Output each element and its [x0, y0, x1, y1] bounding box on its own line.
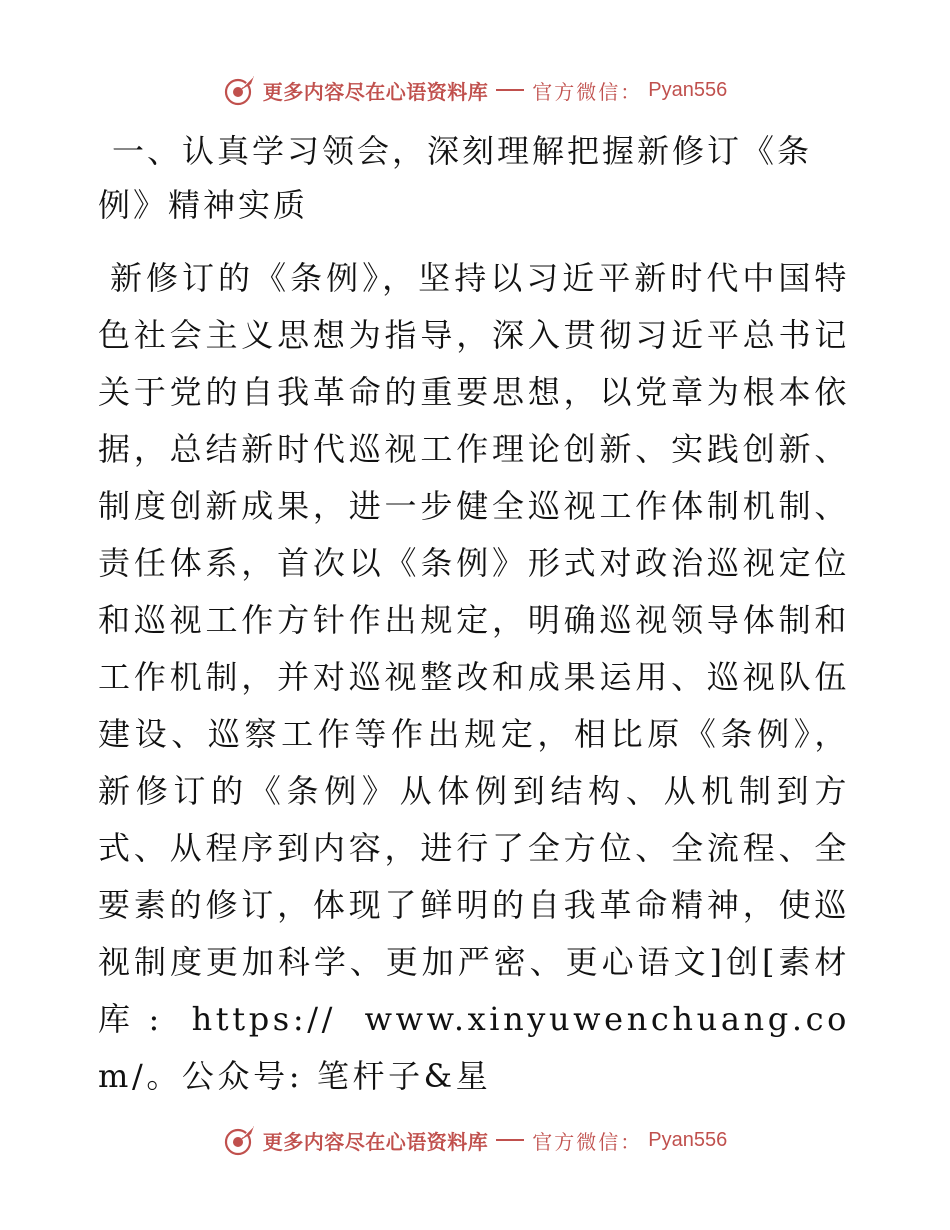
- header-watermark-banner: [0, 70, 950, 110]
- banner-sub-text: 官方微信：: [532, 79, 643, 104]
- section-heading: 一、认真学习领会，深刻理解把握新修订《条例》精神实质: [98, 132, 813, 224]
- banner-wechat-id: Pyan556: [648, 78, 728, 101]
- banner-sub-text: 官方微信：: [532, 1129, 643, 1154]
- quill-circle-icon: [223, 73, 257, 107]
- footer-watermark-banner: [0, 1120, 950, 1160]
- banner-main-text: 更多内容尽在心语资料库: [262, 79, 489, 104]
- banner-wechat-id: Pyan556: [648, 1128, 728, 1151]
- banner-dash: [496, 1139, 524, 1141]
- banner-main-text: 更多内容尽在心语资料库: [262, 1129, 489, 1154]
- body-paragraph: 新修订的《条例》，坚持以习近平新时代中国特色社会主义思想为指导，深入贯彻习近平总书记关于党的自我革命的重要思想，以党章为根本依据，总结新时代巡视工作理论创新、实践创新、制度创新成果，进一步健全巡视工作体制机制、责任体系，首次以《条例》形式对政治巡视定位和巡视工作方针作出规定，明确巡视领导体制和工作机制，并对巡视整改和成果运用、巡视队伍建设、巡察工作等作出规定，相比原《条例》，新修订的《条例》从体例到结构、从机制到方式、从程序到内容，进行了全方位、全流程、全要素的修订，体现了鲜明的自我革命精神，使巡视制度更加科学、更加严密、更心语文]创[素材库: https:// www.xinyuwenchuang.com/。公众号: 笔杆子&星: [98, 259, 850, 1095]
- banner-dash: [496, 89, 524, 91]
- quill-circle-icon: [223, 1123, 257, 1157]
